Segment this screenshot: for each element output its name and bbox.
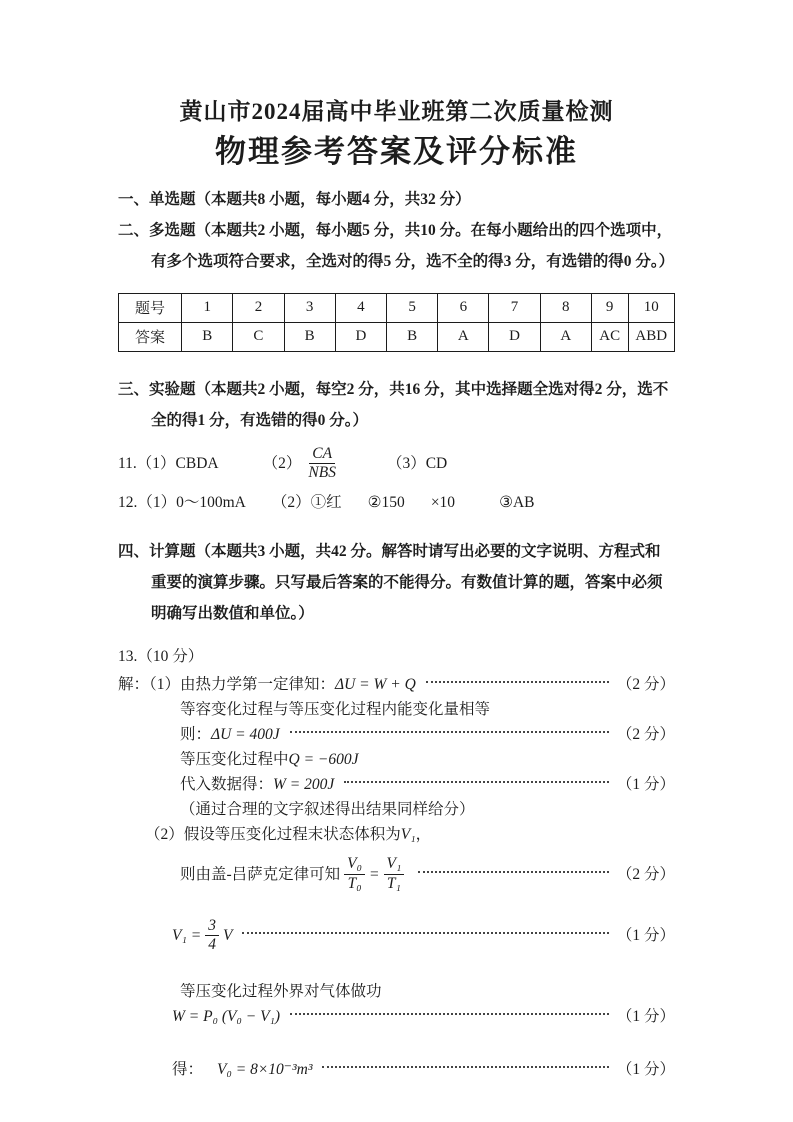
- section-experiment-label: 三、: [118, 380, 150, 398]
- section-multi-choice: [118, 215, 675, 277]
- question-number-cell: 1: [182, 293, 233, 322]
- q13-l6-text: （通过合理的文字叙述得出结果同样给分）: [180, 801, 475, 819]
- q13-l5-score: （1 分）: [616, 776, 675, 794]
- q13-l1-prefix: 解：（1）由热力学第一定律知：: [118, 676, 336, 694]
- q13-line-part2-assumption: [118, 823, 675, 846]
- q13-l1-formula: ΔU = W + Q: [335, 676, 416, 694]
- q11-part3: （3）CD: [386, 455, 448, 473]
- question-11-answer: [118, 446, 675, 482]
- q13-l8-fraction-right: [384, 856, 405, 892]
- question-number-cell: 9: [591, 293, 628, 322]
- q13-l7-prefix: （2）假设等压变化过程末状态体积为: [145, 826, 401, 844]
- q12-part2: （2）①红: [271, 494, 342, 512]
- q13-l12-formula: V₀ = 8×10⁻³m³: [217, 1060, 313, 1078]
- question-12-answer: [118, 491, 675, 514]
- q13-l12-prefix: 得：: [172, 1060, 204, 1078]
- section-multi-choice-label: 二、: [118, 221, 150, 239]
- answer-table-number-row-label: 题号: [119, 293, 182, 322]
- q13-l1-score: （2 分）: [616, 676, 675, 694]
- q13-line-w-result: [118, 773, 675, 796]
- q13-line-isobaric-q: [118, 748, 675, 771]
- q13-l12-score: （1 分）: [616, 1060, 675, 1078]
- q13-l8-fraction-left: [344, 856, 365, 892]
- q13-l5-prefix: 代入数据得：: [180, 776, 274, 794]
- answer-table: [118, 293, 675, 352]
- q13-line-delta-u-value: [118, 723, 675, 746]
- answer-cell: B: [386, 322, 437, 351]
- section-calculation-label: 四、: [118, 543, 150, 561]
- answer-table-answer-row-label: 答案: [119, 322, 182, 351]
- q13-l8-equals: =: [369, 865, 380, 883]
- q13-line-v0-result: [118, 1058, 675, 1081]
- q13-l11-score: （1 分）: [616, 1007, 675, 1025]
- dotted-leader: [290, 1013, 609, 1015]
- q13-l8-f1-denominator: T₀: [347, 874, 362, 892]
- q13-l7-suffix: ，: [415, 826, 432, 844]
- q13-l5-formula: W = 200J: [273, 776, 335, 794]
- section-experiment-text: 实验题（本题共2 小题，每空2 分，共16 分，其中选择题全选对得2 分，选不全的得1 分，有选错的得0 分。）: [149, 380, 669, 429]
- q13-l4-formula: Q = −600J: [288, 751, 359, 769]
- answer-cell: AC: [591, 322, 628, 351]
- q13-l11-formula: W = P₀ (V₀ − V₁): [172, 1007, 281, 1025]
- q13-l9-fraction: [205, 918, 219, 954]
- q11-fraction: [305, 446, 339, 482]
- q11-part1: 11.（1）CBDA: [118, 455, 219, 473]
- q13-l9-numerator: 3: [205, 918, 219, 936]
- answer-cell: B: [182, 322, 233, 351]
- q12-part1: 12.（1）0～100mA: [118, 494, 246, 512]
- question-number-cell: 7: [489, 293, 540, 322]
- q13-l9-denominator: 4: [208, 936, 216, 954]
- dotted-leader: [290, 731, 609, 733]
- q11-fraction-denominator: NBS: [308, 464, 336, 482]
- q13-l9-lhs: V₁ =: [172, 927, 202, 945]
- question-13-heading: 13.（10 分）: [118, 648, 204, 666]
- q13-l3-formula: ΔU = 400J: [211, 726, 280, 744]
- q13-l4-prefix: 等压变化过程中: [180, 751, 289, 769]
- answer-cell: C: [233, 322, 284, 351]
- answer-cell: D: [489, 322, 540, 351]
- q13-l2-text: 等容变化过程与等压变化过程内能变化量相等: [180, 701, 491, 719]
- section-single-choice-text: 单选题（本题共8 小题，每小题4 分，共32 分）: [149, 190, 471, 208]
- q13-line-work-statement: [118, 980, 675, 1003]
- q12-part5: ③AB: [499, 494, 535, 512]
- question-number-cell: 10: [628, 293, 675, 322]
- dotted-leader: [322, 1066, 608, 1068]
- question-number-cell: 2: [233, 293, 284, 322]
- answer-table-number-row: [119, 293, 675, 322]
- q12-part3: ②150: [367, 494, 405, 512]
- q13-l8-f1-numerator: V₀: [344, 856, 365, 874]
- page-title: 黄山市2024届高中毕业班第二次质量检测: [179, 99, 614, 124]
- q13-line-first-law: [118, 673, 675, 696]
- dotted-leader: [426, 681, 609, 683]
- q11-part2: （2）: [262, 455, 302, 473]
- dotted-leader: [418, 871, 609, 873]
- q13-l3-score: （2 分）: [616, 726, 675, 744]
- question-number-cell: 3: [284, 293, 335, 322]
- dotted-leader: [242, 932, 608, 934]
- q13-line-work-formula: [118, 1005, 675, 1028]
- q12-part4: ×10: [430, 494, 456, 512]
- q13-line-equal-internal-energy: [118, 698, 675, 721]
- section-single-choice-label: 一、: [118, 190, 150, 208]
- section-calculation-text: 计算题（本题共3 小题，共42 分。解答时请写出必要的文字说明、方程式和重要的演算步骤。只写最后答案的不能得分。有数值计算的题，答案中必须明确写出数值和单位。）: [149, 543, 663, 623]
- dotted-leader: [344, 781, 609, 783]
- q13-l10-text: 等压变化过程外界对气体做功: [180, 982, 382, 1000]
- question-number-cell: 6: [438, 293, 489, 322]
- q13-l9-score: （1 分）: [616, 927, 675, 945]
- answer-cell: A: [540, 322, 591, 351]
- q13-line-gay-lussac: [118, 856, 675, 892]
- q13-l8-prefix: 则由盖-吕萨克定律可知: [180, 865, 341, 883]
- q13-l8-f2-numerator: V₁: [384, 856, 405, 874]
- q11-fraction-numerator: CA: [309, 446, 335, 464]
- q13-l9-rhs: V: [222, 927, 233, 945]
- question-number-cell: 4: [335, 293, 386, 322]
- section-multi-choice-text: 多选题（本题共2 小题，每小题5 分，共10 分。在每小题给出的四个选项中，有多个选项符合要求，全选对的得5 分，选不全的得3 分，有选错的得0 分。）: [149, 221, 675, 270]
- answer-table-answer-row: [119, 322, 675, 351]
- answer-cell: D: [335, 322, 386, 351]
- answer-cell: A: [438, 322, 489, 351]
- q13-l8-f2-denominator: T₁: [386, 874, 401, 892]
- page-subtitle: 物理参考答案及评分标准: [215, 133, 578, 169]
- question-number-cell: 5: [386, 293, 437, 322]
- answer-cell: B: [284, 322, 335, 351]
- q13-line-v1-value: [118, 918, 675, 954]
- q13-l7-variable: V₁: [400, 826, 416, 844]
- section-experiment: [118, 374, 675, 436]
- answer-cell: ABD: [628, 322, 675, 351]
- section-single-choice: [118, 184, 675, 215]
- q13-l3-prefix: 则：: [180, 726, 212, 744]
- q13-l8-score: （2 分）: [616, 865, 675, 883]
- section-calculation: [118, 536, 675, 629]
- question-number-cell: 8: [540, 293, 591, 322]
- q13-line-note: [118, 798, 675, 821]
